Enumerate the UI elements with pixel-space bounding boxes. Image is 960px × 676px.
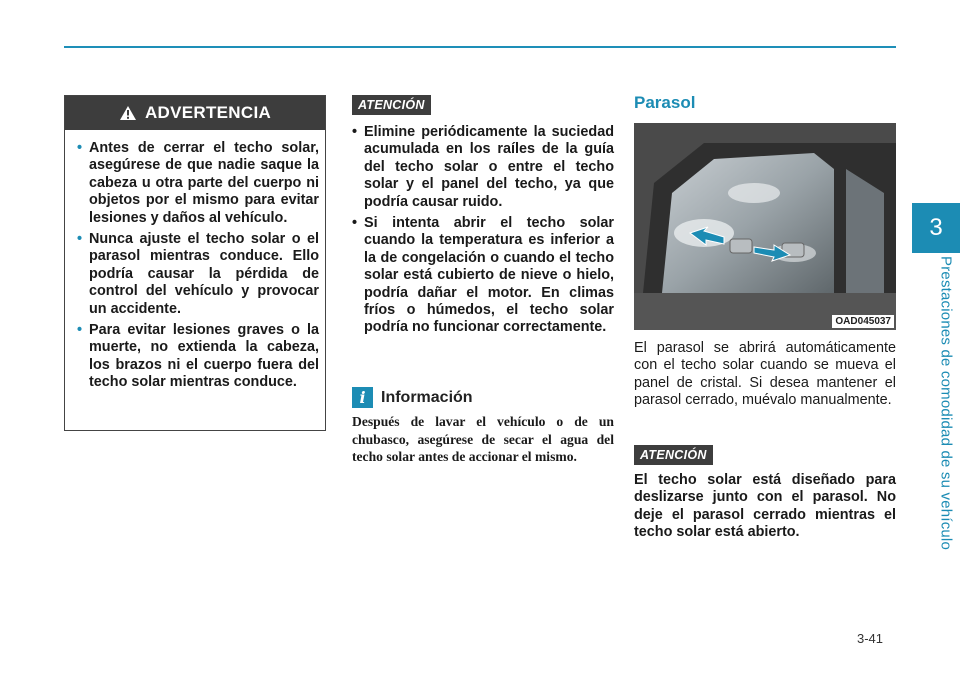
page-number: 3-41 [857,631,884,646]
caution-list [352,124,614,341]
info-icon: i [352,387,373,408]
chapter-tab: 3 [912,203,960,253]
sunroof-illustration [634,123,896,330]
info-body: Después de lavar el vehículo o de un chubasco, asegúrese de secar el agua del techo solar antes de accionar el mismo. [352,414,614,465]
caution-item: • Elimine periódicamente la suciedad acumulada en los raíles de la guía del techo solar o entre el techo solar y el panel del techo, ya que podría causar ruido. [352,124,614,211]
caution-body: El techo solar está diseñado para deslizarse junto con el parasol. No deje el parasol cerrado mientras el techo solar está abierto. [634,472,896,541]
warning-item: • Nunca ajuste el techo solar o el parasol mientras conduce. Ello podría causar la pérdida de control del vehículo y provocar un accidente. [77,231,319,318]
warning-triangle-icon [119,105,137,121]
image-label: OAD045037 [832,315,894,328]
warning-title: ADVERTENCIA [144,103,272,122]
warning-header [65,96,325,130]
warning-item: • Antes de cerrar el techo solar, asegúrese de que nadie saque la cabeza u otra parte del cuerpo ni objetos por el mismo para evitar lesiones y daños al vehículo. [77,140,319,227]
info-header [352,387,473,408]
warning-list [65,130,325,392]
info-title: Información [381,388,473,406]
top-rule [64,46,896,48]
chapter-title: Prestaciones de comodidad de su vehículo [937,256,955,551]
caution-label: ATENCIÓN [634,445,713,465]
caution-label: ATENCIÓN [352,95,431,115]
warning-item: • Para evitar lesiones graves o la muerte, no extienda la cabeza, los brazos ni el cuerpo fuera del techo solar mientras conduce. [77,322,319,392]
caution-item: • Si intenta abrir el techo solar cuando la temperatura es inferior a la de congelación o cuando el techo solar está cubierto de nieve o hielo, podría dañar el motor. En climas fríos o húmedos, el techo solar podría no funcionar correctamente. [352,215,614,337]
warning-box [64,95,326,431]
section-title: Parasol [634,93,696,112]
sunroof-photo [634,123,896,330]
parasol-body: El parasol se abrirá automáticamente con el techo solar cuando se mueva el panel de cristal. Si desea mantener el parasol cerrado, muévalo manualmente. [634,340,896,409]
